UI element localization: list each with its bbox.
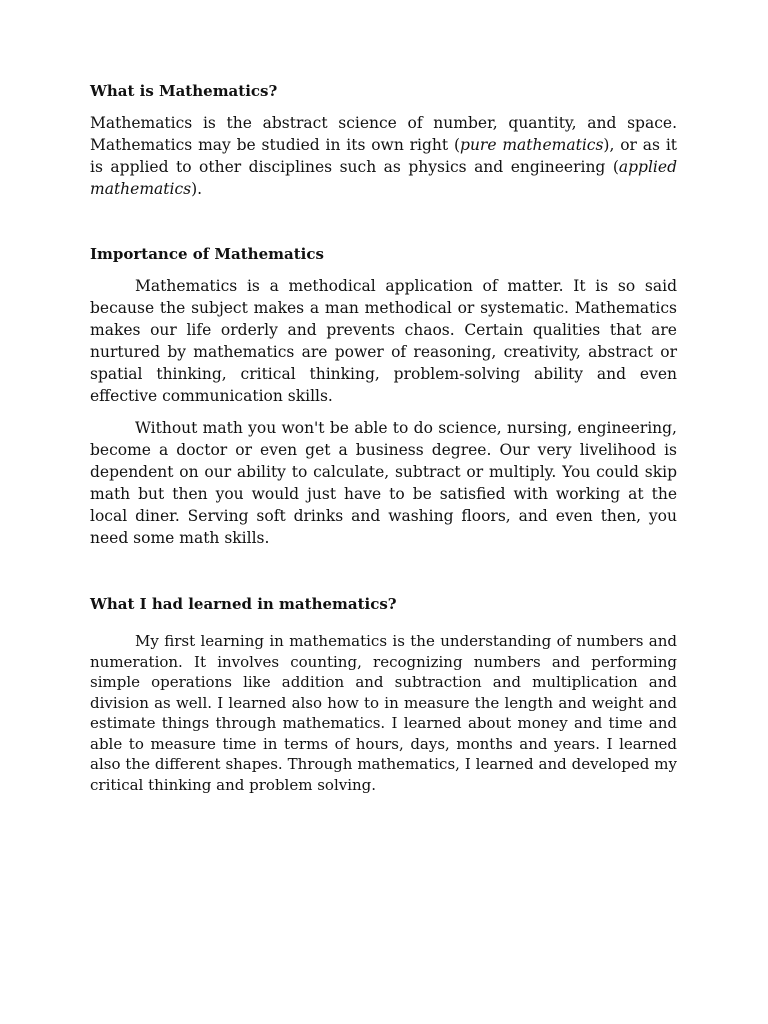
- term-applied-mathematics: applied mathematics: [90, 158, 677, 198]
- definition-text-3: ).: [191, 180, 203, 198]
- paragraph-importance-1: Mathematics is a methodical application of matter. It is so said because the subject makes a man methodical or systematic. Mathematics makes our life orderly and prevents chaos. Certain qualities that are nurtured by mathematics are power of reasoning, creativity, abstract or spatial thinking, critical thinking, problem-solving ability and even effective communication skills.: [90, 277, 677, 405]
- paragraph-importance-2: Without math you won't be able to do science, nursing, engineering, become a doctor or even get a business degree. Our very livelihood is dependent on our ability to calculate, subtract or multiply. You could skip math but then you would just have to be satisfied with working at the local diner. Serving soft drinks and washing floors, and even then, you need some math skills.: [90, 419, 677, 547]
- heading-what-i-learned: What I had learned in mathematics?: [90, 595, 397, 613]
- heading-what-is-mathematics: What is Mathematics?: [90, 82, 278, 100]
- definition-text-2: ), or as it is applied to other disciplines such as physics and engineering (: [90, 136, 677, 176]
- definition-text-1: Mathematics is the abstract science of number, quantity, and space. Mathematics may be studied in its own right (: [90, 114, 677, 154]
- term-pure-mathematics: pure mathematics: [460, 136, 604, 154]
- heading-importance-of-mathematics: Importance of Mathematics: [90, 245, 324, 263]
- paragraph-learned: My first learning in mathematics is the understanding of numbers and numeration. It involves counting, recognizing numbers and performing simple operations like addition and subtraction and multiplication and division as well. I learned also how to in measure the length and weight and estimate things through mathematics. I learned about money and time and able to measure time in terms of hours, days, months and years. I learned also the different shapes. Through mathematics, I learned and developed my critical thinking and problem solving.: [90, 632, 677, 794]
- paragraph-definition: [90, 112, 677, 200]
